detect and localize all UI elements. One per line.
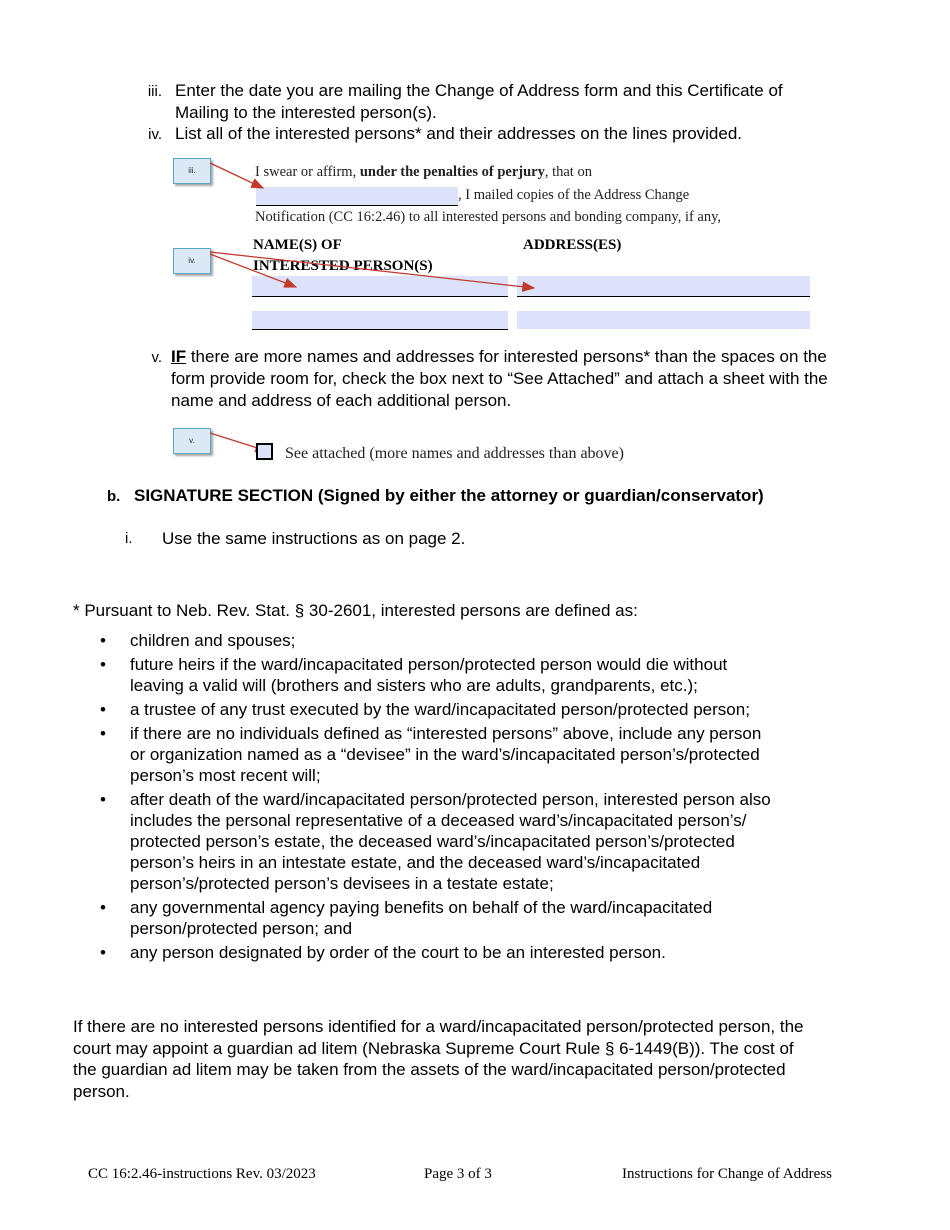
footer-title: Instructions for Change of Address — [622, 1166, 832, 1182]
callout-iii: iii. — [173, 158, 211, 184]
footnote-intro: * Pursuant to Neb. Rev. Stat. § 30-2601, interested persons are defined as: — [73, 601, 638, 620]
notification-text: Notification (CC 16:2.46) to all interested persons and bonding company, if any, — [255, 209, 722, 225]
step-number-iii: iii. — [147, 83, 162, 100]
list-item: • future heirs if the ward/incapacitated person/protected person would die without leaving a valid will (brothers and sisters who are adults, grandparents, etc.); — [100, 654, 840, 696]
section-b-step-number: i. — [125, 530, 133, 547]
list-item: • a trustee of any trust executed by the ward/incapacitated person/protected person; — [100, 699, 840, 720]
list-item: • after death of the ward/incapacitated person/protected person, interested person also includes the personal representative of a deceased ward’s/incapacitated person’s/ protected person’s estate, the deceased ward’s/incapacitated person’s/protected person’s heirs in an intestate estate, and the deceased ward’s/incapacitated person’s/protected person’s devisees in a testate estate; — [100, 789, 840, 894]
interested-persons-list — [100, 630, 840, 966]
list-item: • any person designated by order of the court to be an interested person. — [100, 942, 840, 963]
step-number-iv: iv. — [148, 126, 162, 143]
step-v-line-2: form provide room for, check the box next to “See Attached” and attach a sheet with the — [171, 369, 828, 388]
see-attached-checkbox[interactable] — [256, 443, 273, 460]
list-item: • any governmental agency paying benefits on behalf of the ward/incapacitated person/protected person; and — [100, 897, 840, 939]
callout-v: v. — [173, 428, 211, 454]
swear-statement: I swear or affirm, under the penalties of perjury, that on — [255, 164, 592, 180]
name-header-line-2: INTERESTED PERSON(S) — [253, 258, 433, 274]
address-header: ADDRESS(ES) — [523, 237, 622, 253]
step-iii-line-1: Enter the date you are mailing the Change of Address form and this Certificate of — [175, 81, 783, 100]
list-item: • if there are no individuals defined as “interested persons” above, include any person or organization named as a “devisee” in the ward’s/incapacitated person’s/protected person’s most recent will; — [100, 723, 840, 786]
step-number-v: v. — [151, 349, 162, 366]
section-b-letter: b. — [107, 488, 121, 505]
arrow-iv-address — [210, 252, 534, 288]
step-v-line-1: IF there are more names and addresses for interested persons* than the spaces on the — [171, 347, 827, 366]
name-header-line-1: NAME(S) OF — [253, 237, 342, 253]
mailed-copies-text: , I mailed copies of the Address Change — [458, 187, 690, 203]
callout-iv: iv. — [173, 248, 211, 274]
step-iv-text: List all of the interested persons* and their addresses on the lines provided. — [175, 124, 743, 143]
footer-page-number: Page 3 of 3 — [424, 1166, 492, 1182]
arrow-iii — [210, 163, 263, 188]
see-attached-label: See attached (more names and addresses than above) — [285, 445, 624, 462]
footer-form-id: CC 16:2.46-instructions Rev. 03/2023 — [88, 1166, 316, 1182]
step-iii-line-2: Mailing to the interested person(s). — [175, 103, 437, 122]
section-b-step-text: Use the same instructions as on page 2. — [162, 529, 466, 548]
list-item: • children and spouses; — [100, 630, 840, 651]
section-b-title: SIGNATURE SECTION (Signed by either the attorney or guardian/conservator) — [134, 486, 764, 505]
arrow-iv-name — [210, 254, 296, 287]
closing-paragraph: If there are no interested persons identified for a ward/incapacitated person/protected person, the court may appoint a guardian ad litem (Nebraska Supreme Court Rule § 6-1449(B)). The cost of the guardian ad litem may be taken from the assets of the ward/incapacitated person/protected person. — [73, 1017, 804, 1101]
step-v-line-3: name and address of each additional person. — [171, 391, 512, 410]
